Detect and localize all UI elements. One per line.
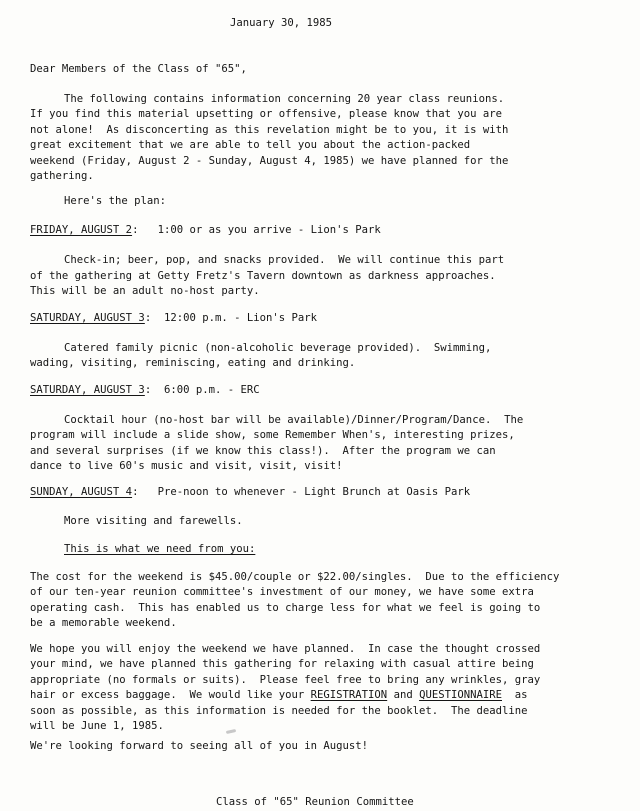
intro-line: great excitement that we are able to tell you about the action-packed xyxy=(30,139,471,151)
hope-line-text: and xyxy=(387,689,420,701)
event-day: SATURDAY, AUGUST 3 xyxy=(30,312,145,324)
plan-intro: Here's the plan: xyxy=(64,195,167,207)
intro-line: If you find this material upsetting or offensive, please know that you are xyxy=(30,108,502,120)
hope-line: will be June 1, 1985. xyxy=(30,720,164,732)
hope-line-text: hair or excess baggage. We would like your xyxy=(30,689,311,701)
signature: Class of "65" Reunion Committee xyxy=(216,796,414,808)
salutation: Dear Members of the Class of "65", xyxy=(30,63,247,75)
hope-line: soon as possible, as this information is needed for the booklet. The deadline xyxy=(30,705,528,717)
cost-line: The cost for the weekend is $45.00/couple or $22.00/singles. Due to the efficiency xyxy=(30,571,560,583)
event-detail: wading, visiting, reminiscing, eating and drinking. xyxy=(30,357,356,369)
intro-line: not alone! As disconcerting as this revelation might be to you, it is with xyxy=(30,124,509,136)
event-detail: Catered family picnic (non-alcoholic beverage provided). Swimming, xyxy=(64,342,492,354)
event-detail: of the gathering at Getty Fretz's Tavern downtown as darkness approaches. xyxy=(30,270,496,282)
event-detail: program will include a slide show, some Remember When's, interesting prizes, xyxy=(30,429,515,441)
event-time-place: : 6:00 p.m. - ERC xyxy=(144,384,260,396)
event-detail: and several surprises (if we know this class!). After the program we can xyxy=(30,445,496,457)
intro-line: weekend (Friday, August 2 - Sunday, August 4, 1985) we have planned for the xyxy=(30,155,509,167)
cost-line: be a memorable weekend. xyxy=(30,617,177,629)
questionnaire-keyword: QUESTIONNAIRE xyxy=(419,689,502,701)
event-time-place: : 12:00 p.m. - Lion's Park xyxy=(144,312,318,324)
event-time-place: : Pre-noon to whenever - Light Brunch at Oasis Park xyxy=(132,486,471,498)
hope-line-text: as xyxy=(502,689,528,701)
hope-line: your mind, we have planned this gathering for relaxing with casual attire being xyxy=(30,658,534,670)
event-detail: Check-in; beer, pop, and snacks provided. We will continue this part xyxy=(64,254,505,266)
hope-line xyxy=(30,688,528,704)
event-heading xyxy=(30,223,381,239)
event-day: SUNDAY, AUGUST 4 xyxy=(30,486,133,498)
registration-keyword: REGISTRATION xyxy=(310,689,388,701)
intro-line: gathering. xyxy=(30,170,94,182)
hope-line: appropriate (no formals or suits). Please feel free to bring any wrinkles, gray xyxy=(30,674,541,686)
event-detail: dance to live 60's music and visit, visit, visit! xyxy=(30,460,343,472)
cost-line: of our ten-year reunion committee's investment of our money, we have some extra xyxy=(30,586,534,598)
intro-line: The following contains information concerning 20 year class reunions. xyxy=(64,93,505,105)
needs-heading: This is what we need from you: xyxy=(64,543,256,555)
cost-line: operating cash. This has enabled us to charge less for what we feel is going to xyxy=(30,602,541,614)
event-time-place: : 1:00 or as you arrive - Lion's Park xyxy=(132,224,381,236)
letter-date: January 30, 1985 xyxy=(230,17,333,29)
event-detail: Cocktail hour (no-host bar will be available)/Dinner/Program/Dance. The xyxy=(64,414,524,426)
event-detail: More visiting and farewells. xyxy=(64,515,243,527)
paper-speck xyxy=(226,729,236,734)
closing-line: We're looking forward to seeing all of you in August! xyxy=(30,740,369,752)
event-day: SATURDAY, AUGUST 3 xyxy=(30,384,145,396)
event-heading xyxy=(30,383,260,399)
hope-line: We hope you will enjoy the weekend we have planned. In case the thought crossed xyxy=(30,643,541,655)
event-detail: This will be an adult no-host party. xyxy=(30,285,260,297)
event-heading xyxy=(30,485,470,501)
event-day: FRIDAY, AUGUST 2 xyxy=(30,224,133,236)
event-heading xyxy=(30,311,317,327)
